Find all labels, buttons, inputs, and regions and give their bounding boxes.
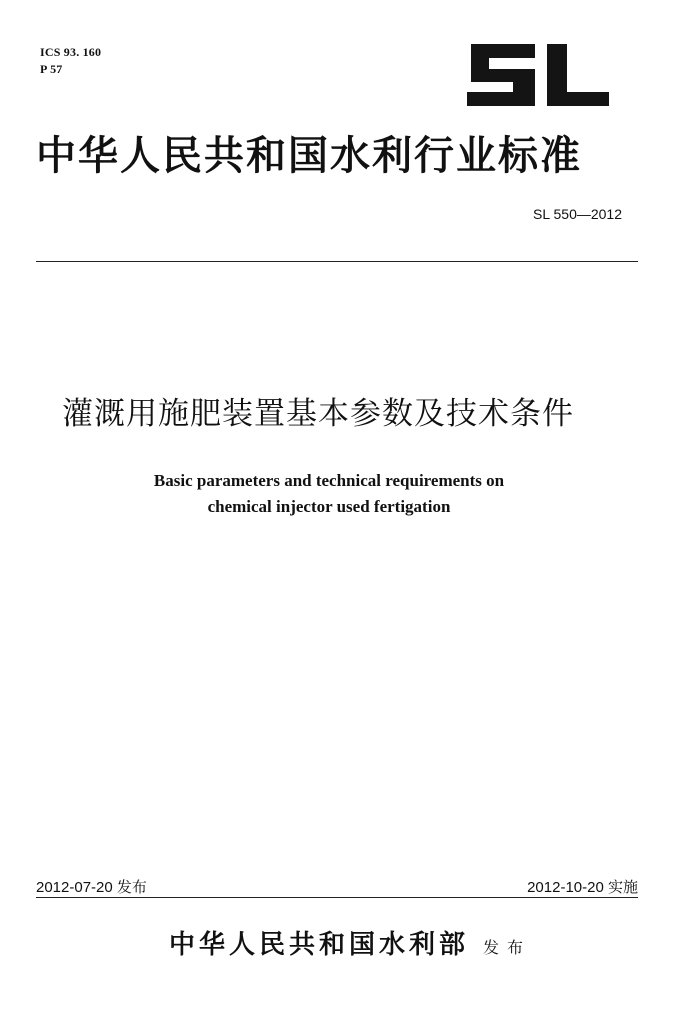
issue-verb: 发布 (483, 938, 532, 957)
issuing-authority (100, 924, 600, 961)
logo-letter-s (467, 44, 535, 106)
document-title-chinese: 灌溉用施肥装置基本参数及技术条件 (62, 396, 574, 432)
logo-letter-l (547, 44, 609, 106)
bottom-divider (36, 897, 638, 898)
english-title-line-2: chemical injector used fertigation (207, 497, 451, 516)
release-date: 2012-07-20 发布 (36, 879, 147, 896)
document-title-english (96, 468, 562, 520)
category-code: P 57 (40, 62, 63, 76)
top-divider (36, 261, 638, 262)
authority-standard-title: 中华人民共和国水利行业标准 (36, 132, 582, 179)
classification-codes (40, 44, 101, 78)
ics-code: ICS 93. 160 (40, 45, 102, 59)
issuer-name: 中华人民共和国水利部 (168, 930, 469, 960)
english-title-line-1: Basic parameters and technical requirements on (153, 471, 505, 490)
implementation-date: 2012-10-20 实施 (527, 879, 638, 896)
standard-number: SL 550—2012 (533, 206, 622, 222)
sl-logo (463, 40, 613, 110)
